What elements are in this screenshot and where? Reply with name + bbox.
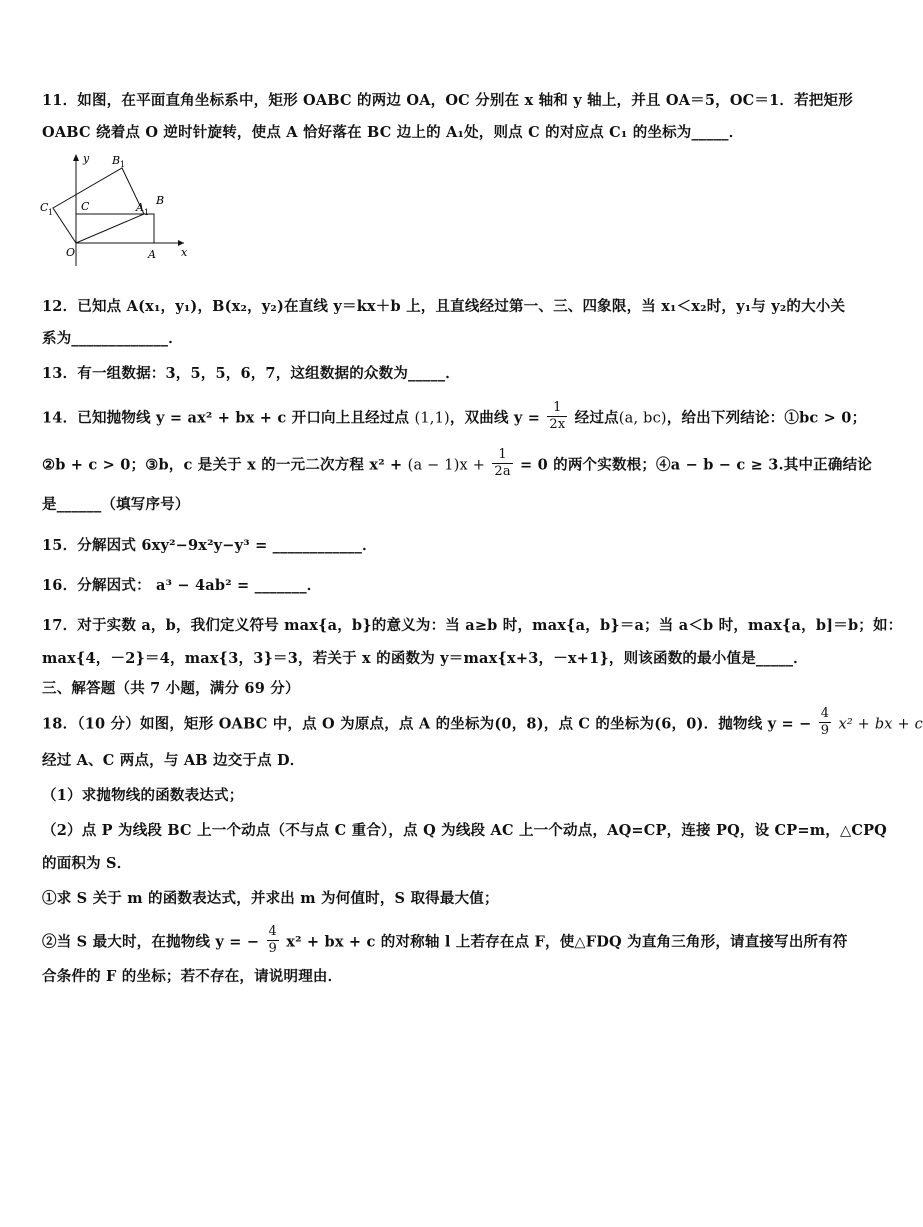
q14-text-a: 14．已知抛物线 y = ax² + bx + c 开口向上且经过点 xyxy=(42,409,410,427)
q14-text-b: ，双曲线 y = xyxy=(449,409,541,427)
label-o: O xyxy=(66,246,76,259)
q12-line2: 系为_____________． xyxy=(42,330,183,347)
q18-fraction xyxy=(819,706,831,739)
rectangle-oabc xyxy=(76,214,154,243)
q15-line1: 15．分解因式 6xy²−9x²y−y³ = ____________． xyxy=(42,537,377,554)
q18-sub2-frac-den: 9 xyxy=(268,941,277,956)
q14-fraction-2 xyxy=(492,447,512,480)
q18-sub2-line1 xyxy=(42,924,848,959)
q18-part2-line2: 的面积为 S． xyxy=(42,855,132,872)
q14-text-2c: = 0 的两个实数根；④a − b − c ≥ 3.其中正确结论 xyxy=(520,456,872,474)
q14-frac2-num: 1 xyxy=(492,447,512,464)
q18-text-a: 18．（10 分）如图，矩形 OABC 中，点 O 为原点，点 A 的坐标为(0，8)，点 C 的坐标为(6，0)．抛物线 y = − xyxy=(42,715,812,733)
q18-sub2-text-b: x² + bx + c 的对称轴 l 上若存在点 F，使△FDQ 为直角三角形，请直接写出所有符 xyxy=(286,933,848,951)
label-c1: C xyxy=(40,201,49,214)
q18-frac-den: 9 xyxy=(820,723,830,738)
q18-text-b: x² + bx + c xyxy=(838,716,923,733)
q11-line2: OABC 绕着点 O 逆时针旋转，使点 A 恰好落在 BC 边上的 A₁处，则点 C 的对应点 C₁ 的坐标为_____． xyxy=(42,124,744,141)
label-a1: A xyxy=(136,201,144,214)
q14-text-2b: (a − 1)x + xyxy=(407,457,486,474)
y-axis-arrow xyxy=(73,154,79,161)
q17-line2: max{4，－2}＝4，max{3，3}＝3，若关于 x 的函数为 y＝max{x+3，－x+1}，则该函数的最小值是_____． xyxy=(42,650,808,667)
q14-line1 xyxy=(42,400,867,435)
q18-line1 xyxy=(42,706,923,741)
label-b1-sub: 1 xyxy=(120,160,126,169)
label-c1-sub: 1 xyxy=(48,208,54,217)
label-c: C xyxy=(81,200,90,213)
q14-text-2a: ②b + c > 0；③b，c 是关于 x 的一元二次方程 x² + xyxy=(42,456,403,474)
q14-fraction-1 xyxy=(547,400,567,433)
q14-frac1-num: 1 xyxy=(547,400,567,417)
section3-title: 三、解答题（共 7 小题，满分 69 分） xyxy=(42,680,300,697)
q18-sub2-line2: 合条件的 F 的坐标；若不存在，请说明理由． xyxy=(42,968,343,985)
q14-text-d: ，给出下列结论：①bc > 0； xyxy=(666,409,867,427)
label-b: B xyxy=(156,194,165,207)
q18-part1: （1）求抛物线的函数表达式； xyxy=(42,787,244,804)
q18-sub2-fraction xyxy=(267,924,279,957)
q14-frac2-den: 2a xyxy=(494,464,511,479)
label-x: x xyxy=(181,246,188,259)
q18-sub1: ①求 S 关于 m 的函数表达式，并求出 m 为何值时，S 取得最大值； xyxy=(42,890,499,907)
q17-line1: 17．对于实数 a，b，我们定义符号 max{a，b}的意义为：当 a≥b 时，max{a，b}＝a；当 a＜b 时，max{a，b]＝b；如： xyxy=(42,617,903,634)
q16-line1: 16．分解因式： a³ − 4ab² = _______． xyxy=(42,577,322,594)
q13-line1: 13．有一组数据：3，5，5，6，7，这组数据的众数为_____． xyxy=(42,365,460,382)
q18-line2: 经过 A、C 两点，与 AB 边交于点 D． xyxy=(42,752,305,769)
q14-point1: (1,1) xyxy=(414,410,450,427)
label-y: y xyxy=(83,152,90,165)
label-b1: B xyxy=(112,154,121,167)
q18-frac-num: 4 xyxy=(820,706,830,721)
label-a1-sub: 1 xyxy=(144,208,150,217)
q18-sub2-frac-num: 4 xyxy=(268,924,277,939)
q14-frac1-den: 2x xyxy=(549,417,566,432)
label-a: A xyxy=(148,248,156,261)
q11-line1: 11．如图，在平面直角坐标系中，矩形 OABC 的两边 OA，OC 分别在 x 轴和 y 轴上，并且 OA＝5，OC＝1．若把矩形 xyxy=(42,92,853,109)
q14-line2 xyxy=(42,447,872,482)
q18-part2-line1: （2）点 P 为线段 BC 上一个动点（不与点 C 重合），点 Q 为线段 AC 上一个动点，AQ=CP，连接 PQ，设 CP=m，△CPQ xyxy=(42,822,888,839)
q12-line1: 12．已知点 A(x₁，y₁)，B(x₂，y₂)在直线 y＝kx＋b 上，且直线经过第一、三、四象限，当 x₁＜x₂时，y₁与 y₂的大小关 xyxy=(42,298,846,315)
q18-sub2-text-a: ②当 S 最大时，在抛物线 y = − xyxy=(42,933,260,951)
q14-text-c: 经过点 xyxy=(574,409,619,427)
q11-figure xyxy=(36,148,196,268)
rectangle-rotated xyxy=(53,168,144,243)
q14-line3: 是______（填写序号） xyxy=(42,496,190,513)
q14-point2: (a, bc) xyxy=(618,410,667,427)
